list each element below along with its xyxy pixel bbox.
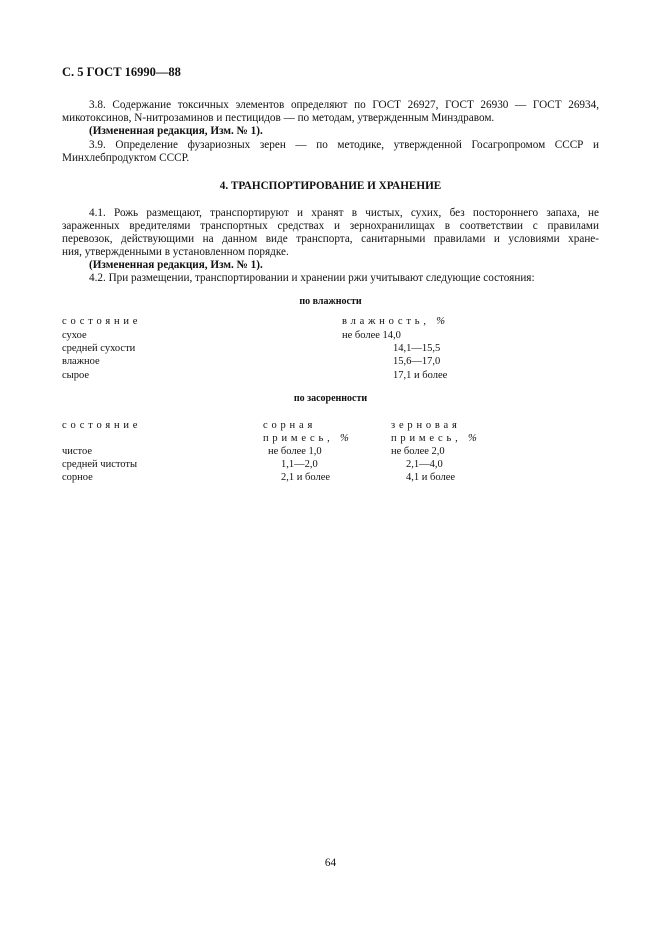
paragraph-3-8-line-1: 3.8. Содержание токсичных элементов определяют по ГОСТ 26927, ГОСТ 26930 — ГОСТ 26934, — [89, 99, 599, 111]
paragraph-3-9-line-1: 3.9. Определение фузариозных зерен — по методике, утвержденной Госагропромом СССР и — [89, 139, 599, 151]
table-row-value: 15,6—17,0 — [393, 356, 441, 367]
table-row-label: чистое — [62, 446, 93, 457]
table-contamination-header-grain-unit: примесь, % — [391, 433, 481, 444]
table-row-label: сорное — [62, 472, 93, 483]
table-row-value: 1,1—2,0 — [281, 459, 318, 470]
paragraph-3-9-line-2: Минхлебпродуктом СССР. — [62, 152, 190, 164]
paragraph-4-1-line-3: перевозок, действующими на данном виде транспорта, санитарными правилами и условиями хране- — [62, 233, 599, 245]
table-moisture-header-moisture: влажность, % — [342, 316, 449, 327]
table-contamination-title: по засоренности — [293, 393, 368, 404]
paragraph-4-1-line-4: ния, утвержденными в установленном порядке. — [62, 246, 289, 258]
amendment-note: (Измененная редакция, Изм. № 1). — [89, 125, 263, 137]
page-header: С. 5 ГОСТ 16990—88 — [62, 65, 181, 79]
table-moisture-title: по влажности — [299, 296, 362, 307]
table-row-label: сырое — [62, 370, 90, 381]
table-contamination-header-weed-unit: примесь, % — [263, 433, 353, 444]
paragraph-3-8-line-2: микотоксинов, N-нитрозаминов и пестицидов — по методам, утвержденным Минздравом. — [62, 112, 495, 124]
section-heading: 4. ТРАНСПОРТИРОВАНИЕ И ХРАНЕНИЕ — [219, 180, 442, 192]
table-row-value: не более 1,0 — [268, 446, 322, 457]
table-row-value: 2,1 и более — [281, 472, 331, 483]
table-row-value: не более 2,0 — [391, 446, 445, 457]
table-contamination-header-state: состояние — [62, 420, 142, 431]
paragraph-4-2: 4.2. При размещении, транспортировании и хранении ржи учитывают следующие состояния: — [89, 272, 535, 284]
table-row-value: 17,1 и более — [393, 370, 448, 381]
paragraph-4-1-line-2: зараженных вредителями транспортных средствах и зернохранилищах в соответствии с правилами — [62, 220, 599, 232]
page-number: 64 — [324, 857, 337, 869]
table-row-value: не более 14,0 — [342, 330, 401, 341]
table-row-value: 14,1—15,5 — [393, 343, 441, 354]
amendment-note: (Измененная редакция, Изм. № 1). — [89, 259, 263, 271]
paragraph-4-1-line-1: 4.1. Рожь размещают, транспортируют и хранят в чистых, сухих, без постороннего запаха, не — [89, 207, 599, 219]
table-row-label: средней чистоты — [62, 459, 138, 470]
table-row-value: 4,1 и более — [406, 472, 456, 483]
table-contamination-header-grain: зерновая — [391, 420, 461, 431]
table-moisture-header-state: состояние — [62, 316, 142, 327]
table-row-label: средней сухости — [62, 343, 136, 354]
table-row-label: сухое — [62, 330, 87, 341]
table-row-label: влажное — [62, 356, 100, 367]
table-contamination-header-weed: сорная — [263, 420, 317, 431]
table-row-value: 2,1—4,0 — [406, 459, 443, 470]
